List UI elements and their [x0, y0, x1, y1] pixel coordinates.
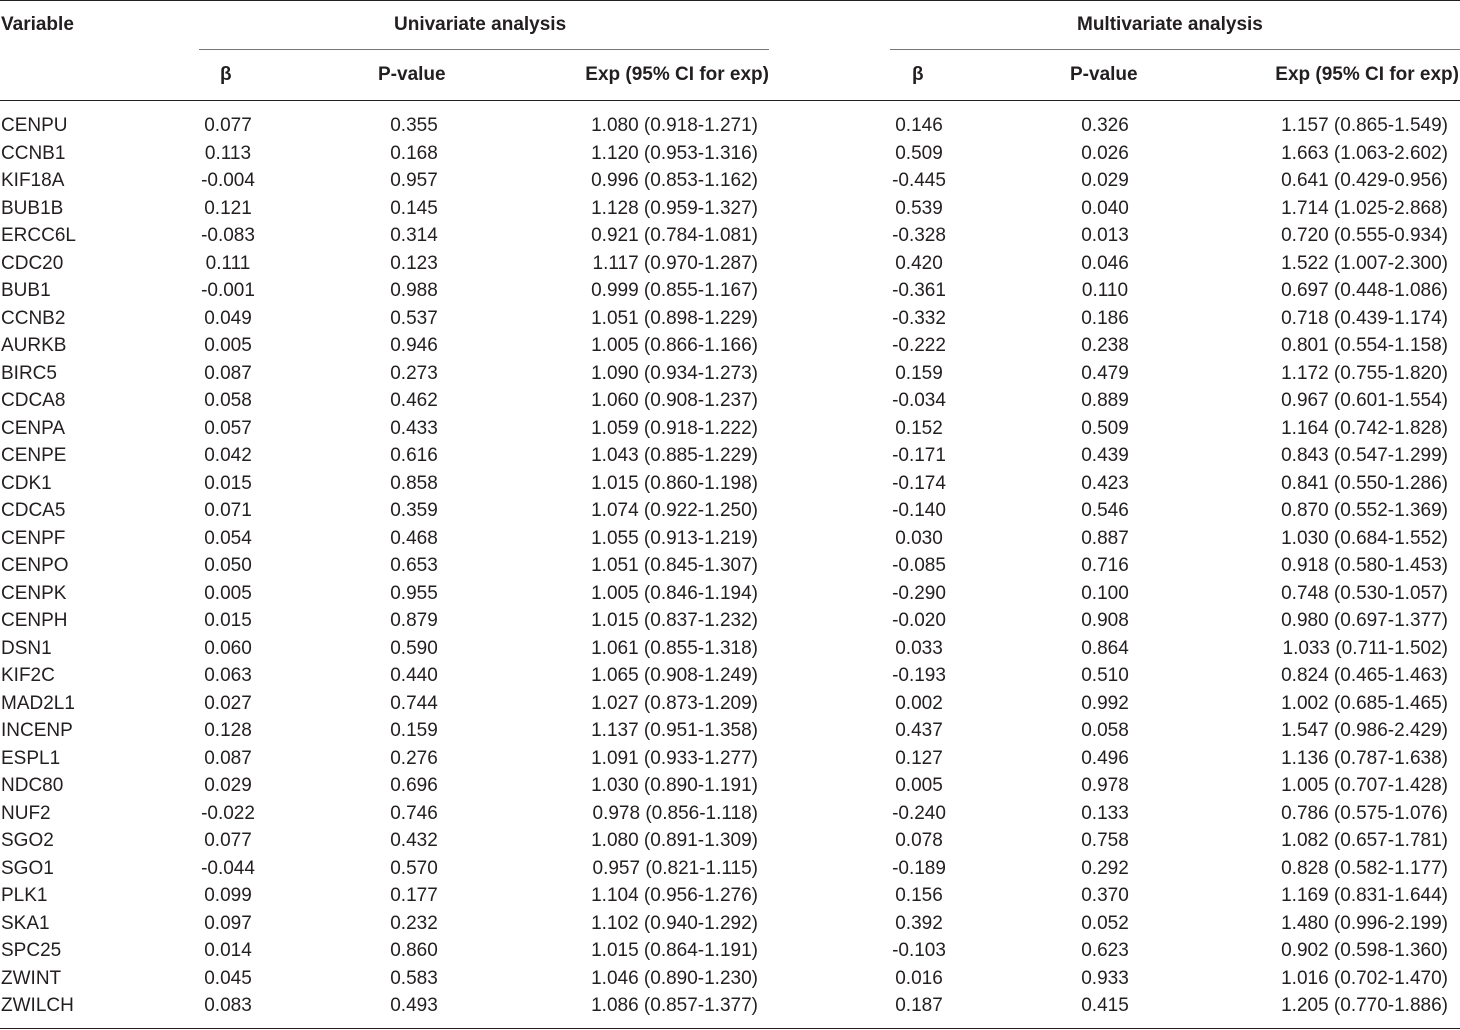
cell-uni-exp: 1.015 (0.837-1.232) — [591, 610, 758, 631]
cell-multi-pvalue: 0.058 — [1081, 720, 1129, 741]
cell-uni-exp: 1.005 (0.846-1.194) — [591, 582, 758, 604]
cell-multi-beta: 0.437 — [895, 720, 943, 741]
cell-multi-pvalue: 0.370 — [1081, 885, 1129, 906]
cell-variable: KIF18A — [1, 170, 65, 191]
cell-variable: KIF2C — [1, 665, 55, 686]
cell-uni-beta: 0.121 — [204, 197, 252, 219]
cell-variable: CENPF — [1, 527, 66, 549]
cell-multi-beta: 0.187 — [895, 995, 943, 1016]
cell-multi-exp: 1.172 (0.755-1.820) — [1281, 362, 1448, 384]
cell-uni-pvalue: 0.314 — [390, 225, 438, 246]
cell-multi-exp: 1.005 (0.707-1.428) — [1281, 775, 1448, 796]
cell-multi-exp: 1.030 (0.684-1.552) — [1281, 527, 1448, 549]
cell-multi-beta: 0.016 — [895, 967, 943, 989]
top-rule — [0, 0, 1460, 1]
cell-uni-exp: 0.996 (0.853-1.162) — [591, 170, 758, 191]
cell-multi-beta: 0.420 — [895, 252, 943, 274]
cell-multi-beta: -0.034 — [892, 390, 946, 411]
cell-multi-exp: 0.918 (0.580-1.453) — [1281, 555, 1448, 576]
cell-uni-pvalue: 0.493 — [390, 995, 438, 1016]
cell-uni-exp: 0.921 (0.784-1.081) — [591, 225, 758, 246]
table-row — [0, 690, 1460, 718]
cell-uni-beta: -0.004 — [201, 170, 255, 191]
cell-multi-beta: 0.033 — [895, 637, 943, 659]
cell-variable: CDK1 — [1, 472, 52, 494]
table-row — [0, 882, 1460, 910]
cell-multi-pvalue: 0.889 — [1081, 390, 1129, 411]
cell-uni-exp: 1.065 (0.908-1.249) — [591, 665, 758, 686]
cell-uni-beta: 0.049 — [204, 307, 252, 329]
cell-variable: ERCC6L — [1, 225, 76, 246]
cell-multi-beta: -0.290 — [892, 582, 946, 604]
cell-multi-pvalue: 0.992 — [1081, 692, 1129, 714]
cell-uni-beta: 0.042 — [204, 445, 252, 466]
table-row — [0, 250, 1460, 278]
cell-multi-exp: 1.157 (0.865-1.549) — [1281, 115, 1448, 136]
cell-uni-pvalue: 0.860 — [390, 940, 438, 961]
cell-uni-pvalue: 0.946 — [390, 335, 438, 356]
cell-uni-beta: 0.097 — [204, 912, 252, 934]
cell-uni-beta: 0.113 — [204, 142, 252, 164]
cell-multi-pvalue: 0.046 — [1081, 252, 1129, 274]
cell-uni-beta: 0.050 — [204, 555, 252, 576]
cell-multi-pvalue: 0.100 — [1081, 582, 1129, 604]
cell-multi-pvalue: 0.326 — [1081, 115, 1129, 136]
header-uni-beta: β — [220, 64, 232, 85]
cell-multi-pvalue: 0.040 — [1081, 197, 1129, 219]
cell-multi-exp: 1.480 (0.996-2.199) — [1281, 912, 1448, 934]
cell-variable: SGO1 — [1, 857, 54, 879]
cell-uni-beta: -0.001 — [201, 280, 255, 301]
cell-multi-pvalue: 0.510 — [1081, 665, 1129, 686]
cell-variable: CDCA5 — [1, 500, 66, 521]
cell-variable: CENPH — [1, 610, 68, 631]
cell-multi-exp: 0.718 (0.439-1.174) — [1281, 307, 1448, 329]
cell-multi-exp: 1.082 (0.657-1.781) — [1281, 830, 1448, 851]
cell-multi-beta: -0.171 — [892, 445, 946, 466]
cell-uni-exp: 1.030 (0.890-1.191) — [591, 775, 758, 796]
cell-variable: SGO2 — [1, 830, 54, 851]
cell-multi-beta: -0.085 — [892, 555, 946, 576]
table-row — [0, 772, 1460, 800]
cell-uni-beta: 0.071 — [204, 500, 252, 521]
cell-variable: BUB1B — [1, 197, 64, 219]
cell-multi-beta: -0.140 — [892, 500, 946, 521]
cell-multi-pvalue: 0.546 — [1081, 500, 1129, 521]
cell-multi-exp: 0.980 (0.697-1.377) — [1281, 610, 1448, 631]
cell-uni-beta: 0.063 — [204, 665, 252, 686]
cell-multi-pvalue: 0.439 — [1081, 445, 1129, 466]
cell-multi-beta: 0.146 — [895, 115, 943, 136]
cell-uni-beta: 0.077 — [204, 115, 252, 136]
table-row — [0, 937, 1460, 965]
cell-variable: CENPO — [1, 555, 69, 576]
cell-multi-pvalue: 0.978 — [1081, 775, 1129, 796]
cell-multi-pvalue: 0.509 — [1081, 417, 1129, 439]
cell-multi-exp: 1.663 (1.063-2.602) — [1281, 142, 1448, 164]
cell-multi-exp: 1.033 (0.711-1.502) — [1282, 637, 1448, 659]
cell-variable: CDCA8 — [1, 390, 66, 411]
cell-uni-beta: 0.111 — [205, 252, 251, 274]
cell-uni-beta: 0.014 — [204, 940, 252, 961]
cell-uni-exp: 1.128 (0.959-1.327) — [591, 197, 758, 219]
cell-uni-pvalue: 0.462 — [390, 390, 438, 411]
cell-uni-exp: 1.051 (0.845-1.307) — [591, 555, 758, 576]
cell-multi-pvalue: 0.013 — [1081, 225, 1129, 246]
cell-uni-pvalue: 0.537 — [390, 307, 438, 329]
table-row — [0, 167, 1460, 195]
cell-multi-exp: 1.714 (1.025-2.868) — [1281, 197, 1448, 219]
cell-uni-pvalue: 0.168 — [390, 142, 438, 164]
cell-multi-pvalue: 0.423 — [1081, 472, 1129, 494]
cell-multi-exp: 0.824 (0.465-1.463) — [1281, 665, 1448, 686]
cell-uni-pvalue: 0.145 — [390, 197, 438, 219]
cell-uni-pvalue: 0.276 — [390, 747, 438, 769]
cell-multi-beta: -0.020 — [892, 610, 946, 631]
cell-multi-pvalue: 0.933 — [1081, 967, 1129, 989]
cell-multi-exp: 1.164 (0.742-1.828) — [1281, 417, 1448, 439]
cell-multi-exp: 0.748 (0.530-1.057) — [1281, 582, 1448, 604]
table-row — [0, 800, 1460, 828]
cell-multi-pvalue: 0.052 — [1081, 912, 1129, 934]
table-row — [0, 415, 1460, 443]
cell-uni-beta: 0.087 — [204, 362, 252, 384]
header-multi-beta: β — [912, 64, 924, 85]
cell-uni-exp: 1.059 (0.918-1.222) — [591, 417, 758, 439]
cell-uni-pvalue: 0.858 — [390, 472, 438, 494]
cell-uni-pvalue: 0.232 — [390, 912, 438, 934]
table-row — [0, 277, 1460, 305]
cell-uni-pvalue: 0.744 — [390, 692, 438, 714]
cell-uni-beta: 0.027 — [204, 692, 252, 714]
cell-multi-beta: -0.103 — [892, 940, 946, 961]
table-row — [0, 552, 1460, 580]
cell-uni-beta: 0.029 — [204, 775, 252, 796]
cell-uni-pvalue: 0.432 — [390, 830, 438, 851]
cell-uni-pvalue: 0.957 — [390, 170, 438, 191]
cell-multi-exp: 0.902 (0.598-1.360) — [1281, 940, 1448, 961]
cell-multi-pvalue: 0.110 — [1081, 280, 1129, 301]
cell-multi-pvalue: 0.864 — [1081, 637, 1129, 659]
cell-uni-exp: 0.957 (0.821-1.115) — [592, 857, 758, 879]
cell-variable: BIRC5 — [1, 362, 57, 384]
multivariate-group-rule — [890, 49, 1460, 50]
cell-multi-beta: -0.240 — [892, 802, 946, 824]
cell-uni-exp: 1.015 (0.860-1.198) — [591, 472, 758, 494]
table-row — [0, 992, 1460, 1020]
cell-multi-beta: 0.078 — [895, 830, 943, 851]
cell-multi-pvalue: 0.887 — [1081, 527, 1129, 549]
cell-variable: DSN1 — [1, 637, 52, 659]
cell-multi-beta: 0.509 — [895, 142, 943, 164]
table-row — [0, 332, 1460, 360]
cell-multi-pvalue: 0.186 — [1081, 307, 1129, 329]
table-row — [0, 607, 1460, 635]
cell-uni-exp: 1.091 (0.933-1.277) — [591, 747, 758, 769]
cell-multi-pvalue: 0.029 — [1081, 170, 1129, 191]
header-multi-pvalue: P-value — [1070, 64, 1138, 85]
cell-multi-exp: 0.786 (0.575-1.076) — [1281, 802, 1448, 824]
cell-uni-pvalue: 0.123 — [390, 252, 438, 274]
cell-variable: CENPU — [1, 115, 68, 136]
cell-multi-exp: 1.016 (0.702-1.470) — [1281, 967, 1448, 989]
cell-multi-beta: -0.361 — [892, 280, 946, 301]
cell-uni-exp: 1.027 (0.873-1.209) — [591, 692, 758, 714]
cell-uni-beta: -0.083 — [201, 225, 255, 246]
cell-uni-beta: 0.060 — [204, 637, 252, 659]
cell-variable: AURKB — [1, 335, 67, 356]
cell-uni-pvalue: 0.988 — [390, 280, 438, 301]
cell-uni-beta: 0.045 — [204, 967, 252, 989]
cell-multi-pvalue: 0.716 — [1081, 555, 1129, 576]
cell-multi-pvalue: 0.908 — [1081, 610, 1129, 631]
table-row — [0, 525, 1460, 553]
table-bottom-rule — [0, 1028, 1460, 1029]
table-row — [0, 387, 1460, 415]
cell-variable: CENPA — [1, 417, 66, 439]
cell-multi-pvalue: 0.133 — [1081, 802, 1129, 824]
cell-variable: INCENP — [1, 720, 73, 741]
cell-uni-pvalue: 0.583 — [390, 967, 438, 989]
cell-multi-beta: -0.328 — [892, 225, 946, 246]
table-row — [0, 580, 1460, 608]
cell-uni-pvalue: 0.433 — [390, 417, 438, 439]
table-row — [0, 855, 1460, 883]
table-row — [0, 965, 1460, 993]
cell-uni-exp: 1.055 (0.913-1.219) — [591, 527, 758, 549]
cell-variable: CCNB2 — [1, 307, 66, 329]
cell-variable: CENPK — [1, 582, 67, 604]
cell-variable: CCNB1 — [1, 142, 66, 164]
univariate-group-rule — [199, 49, 769, 50]
cell-multi-pvalue: 0.292 — [1081, 857, 1129, 879]
cell-variable: ESPL1 — [1, 747, 61, 769]
cell-uni-beta: 0.087 — [204, 747, 252, 769]
cell-multi-pvalue: 0.238 — [1081, 335, 1129, 356]
cell-multi-exp: 0.641 (0.429-0.956) — [1281, 170, 1448, 191]
header-uni-exp: Exp (95% CI for exp) — [585, 64, 769, 85]
table-row — [0, 910, 1460, 938]
cell-uni-beta: 0.054 — [204, 527, 252, 549]
cell-multi-beta: 0.156 — [895, 885, 943, 906]
cell-uni-pvalue: 0.159 — [390, 720, 438, 741]
cell-variable: BUB1 — [1, 280, 51, 301]
table-row — [0, 222, 1460, 250]
cell-multi-beta: 0.002 — [895, 692, 943, 714]
cell-uni-pvalue: 0.273 — [390, 362, 438, 384]
table-row — [0, 470, 1460, 498]
cell-multi-beta: 0.159 — [895, 362, 943, 384]
cell-uni-beta: 0.058 — [204, 390, 252, 411]
cell-uni-exp: 1.120 (0.953-1.316) — [591, 142, 758, 164]
cell-uni-beta: 0.128 — [204, 720, 252, 741]
header-bottom-rule — [0, 100, 1460, 101]
cell-uni-beta: 0.057 — [204, 417, 252, 439]
cell-uni-exp: 1.015 (0.864-1.191) — [591, 940, 758, 961]
cell-multi-exp: 1.002 (0.685-1.465) — [1281, 692, 1448, 714]
table-row — [0, 305, 1460, 333]
cell-multi-pvalue: 0.623 — [1081, 940, 1129, 961]
cell-multi-exp: 0.843 (0.547-1.299) — [1281, 445, 1448, 466]
cell-multi-beta: 0.392 — [895, 912, 943, 934]
table-row — [0, 662, 1460, 690]
cell-uni-pvalue: 0.746 — [390, 802, 438, 824]
cell-variable: ZWINT — [1, 967, 62, 989]
cell-uni-pvalue: 0.955 — [390, 582, 438, 604]
header-uni-pvalue: P-value — [378, 64, 446, 85]
table-row — [0, 745, 1460, 773]
cell-uni-exp: 1.060 (0.908-1.237) — [591, 390, 758, 411]
cell-multi-beta: -0.193 — [892, 665, 946, 686]
cell-variable: NUF2 — [1, 802, 51, 824]
cell-uni-beta: 0.077 — [204, 830, 252, 851]
cell-uni-pvalue: 0.355 — [390, 115, 438, 136]
cell-multi-pvalue: 0.026 — [1081, 142, 1129, 164]
table-row — [0, 112, 1460, 140]
cell-uni-exp: 1.086 (0.857-1.377) — [591, 995, 758, 1016]
cell-multi-beta: -0.222 — [892, 335, 946, 356]
cell-variable: SPC25 — [1, 940, 62, 961]
cell-uni-exp: 1.080 (0.891-1.309) — [591, 830, 758, 851]
cell-uni-pvalue: 0.359 — [390, 500, 438, 521]
cell-multi-exp: 0.828 (0.582-1.177) — [1281, 857, 1448, 879]
header-variable: Variable — [1, 14, 74, 35]
cell-multi-beta: 0.030 — [895, 527, 943, 549]
cell-variable: CENPE — [1, 445, 67, 466]
cell-uni-pvalue: 0.696 — [390, 775, 438, 796]
cell-uni-beta: 0.015 — [204, 610, 252, 631]
header-multivariate-analysis: Multivariate analysis — [1077, 14, 1263, 35]
header-univariate-analysis: Univariate analysis — [394, 14, 567, 35]
cell-uni-exp: 1.046 (0.890-1.230) — [591, 967, 758, 989]
cell-multi-exp: 0.720 (0.555-0.934) — [1281, 225, 1448, 246]
cell-uni-exp: 1.051 (0.898-1.229) — [591, 307, 758, 329]
cell-multi-exp: 1.522 (1.007-2.300) — [1281, 252, 1448, 274]
cell-uni-exp: 1.137 (0.951-1.358) — [591, 720, 758, 741]
cell-uni-beta: -0.044 — [201, 857, 255, 879]
table-row — [0, 140, 1460, 168]
cell-uni-pvalue: 0.570 — [390, 857, 438, 879]
table-row — [0, 827, 1460, 855]
cell-multi-exp: 1.136 (0.787-1.638) — [1281, 747, 1448, 769]
cell-multi-beta: -0.189 — [892, 857, 946, 879]
cell-uni-beta: 0.005 — [204, 582, 252, 604]
cell-uni-beta: 0.005 — [204, 335, 252, 356]
cell-multi-beta: -0.332 — [892, 307, 946, 329]
table-row — [0, 635, 1460, 663]
cell-multi-exp: 0.697 (0.448-1.086) — [1281, 280, 1448, 301]
cell-variable: NDC80 — [1, 775, 64, 796]
cell-uni-beta: 0.015 — [204, 472, 252, 494]
cell-multi-exp: 0.870 (0.552-1.369) — [1281, 500, 1448, 521]
cell-uni-exp: 1.005 (0.866-1.166) — [591, 335, 758, 356]
cell-uni-exp: 0.999 (0.855-1.167) — [591, 280, 758, 301]
cell-multi-exp: 0.801 (0.554-1.158) — [1281, 335, 1448, 356]
cell-uni-pvalue: 0.177 — [390, 885, 438, 906]
cell-uni-pvalue: 0.440 — [390, 665, 438, 686]
cell-multi-exp: 0.967 (0.601-1.554) — [1281, 390, 1448, 411]
header-multi-exp: Exp (95% CI for exp) — [1275, 64, 1459, 85]
cell-uni-beta: 0.099 — [204, 885, 252, 906]
cell-multi-beta: 0.539 — [895, 197, 943, 219]
cell-uni-exp: 1.080 (0.918-1.271) — [591, 115, 758, 136]
cell-multi-pvalue: 0.415 — [1081, 995, 1129, 1016]
table-row — [0, 442, 1460, 470]
cell-uni-beta: -0.022 — [201, 802, 255, 824]
table-row — [0, 497, 1460, 525]
cell-uni-exp: 1.104 (0.956-1.276) — [591, 885, 758, 906]
cell-multi-beta: 0.152 — [895, 417, 943, 439]
cell-multi-exp: 1.547 (0.986-2.429) — [1281, 720, 1448, 741]
cell-multi-pvalue: 0.496 — [1081, 747, 1129, 769]
cell-variable: PLK1 — [1, 885, 48, 906]
cell-uni-exp: 1.043 (0.885-1.229) — [591, 445, 758, 466]
cell-uni-exp: 1.102 (0.940-1.292) — [591, 912, 758, 934]
cell-uni-exp: 0.978 (0.856-1.118) — [592, 802, 758, 824]
cell-variable: CDC20 — [1, 252, 64, 274]
cell-multi-exp: 1.205 (0.770-1.886) — [1281, 995, 1448, 1016]
cell-multi-pvalue: 0.479 — [1081, 362, 1129, 384]
cell-uni-exp: 1.090 (0.934-1.273) — [591, 362, 758, 384]
cell-uni-exp: 1.117 (0.970-1.287) — [592, 252, 758, 274]
cell-uni-pvalue: 0.468 — [390, 527, 438, 549]
cell-variable: ZWILCH — [1, 995, 74, 1016]
cell-multi-exp: 1.169 (0.831-1.644) — [1281, 885, 1448, 906]
cell-multi-beta: 0.127 — [895, 747, 943, 769]
table-row — [0, 717, 1460, 745]
cell-uni-pvalue: 0.879 — [390, 610, 438, 631]
cell-uni-exp: 1.061 (0.855-1.318) — [591, 637, 758, 659]
cell-uni-pvalue: 0.653 — [390, 555, 438, 576]
cell-multi-beta: -0.445 — [892, 170, 946, 191]
cell-multi-pvalue: 0.758 — [1081, 830, 1129, 851]
table-row — [0, 195, 1460, 223]
cell-multi-beta: 0.005 — [895, 775, 943, 796]
cell-uni-beta: 0.083 — [204, 995, 252, 1016]
table-row — [0, 360, 1460, 388]
cell-uni-pvalue: 0.590 — [390, 637, 438, 659]
cell-uni-exp: 1.074 (0.922-1.250) — [591, 500, 758, 521]
cell-multi-exp: 0.841 (0.550-1.286) — [1281, 472, 1448, 494]
cell-uni-pvalue: 0.616 — [390, 445, 438, 466]
cell-variable: MAD2L1 — [1, 692, 75, 714]
cell-multi-beta: -0.174 — [892, 472, 946, 494]
cell-variable: SKA1 — [1, 912, 50, 934]
